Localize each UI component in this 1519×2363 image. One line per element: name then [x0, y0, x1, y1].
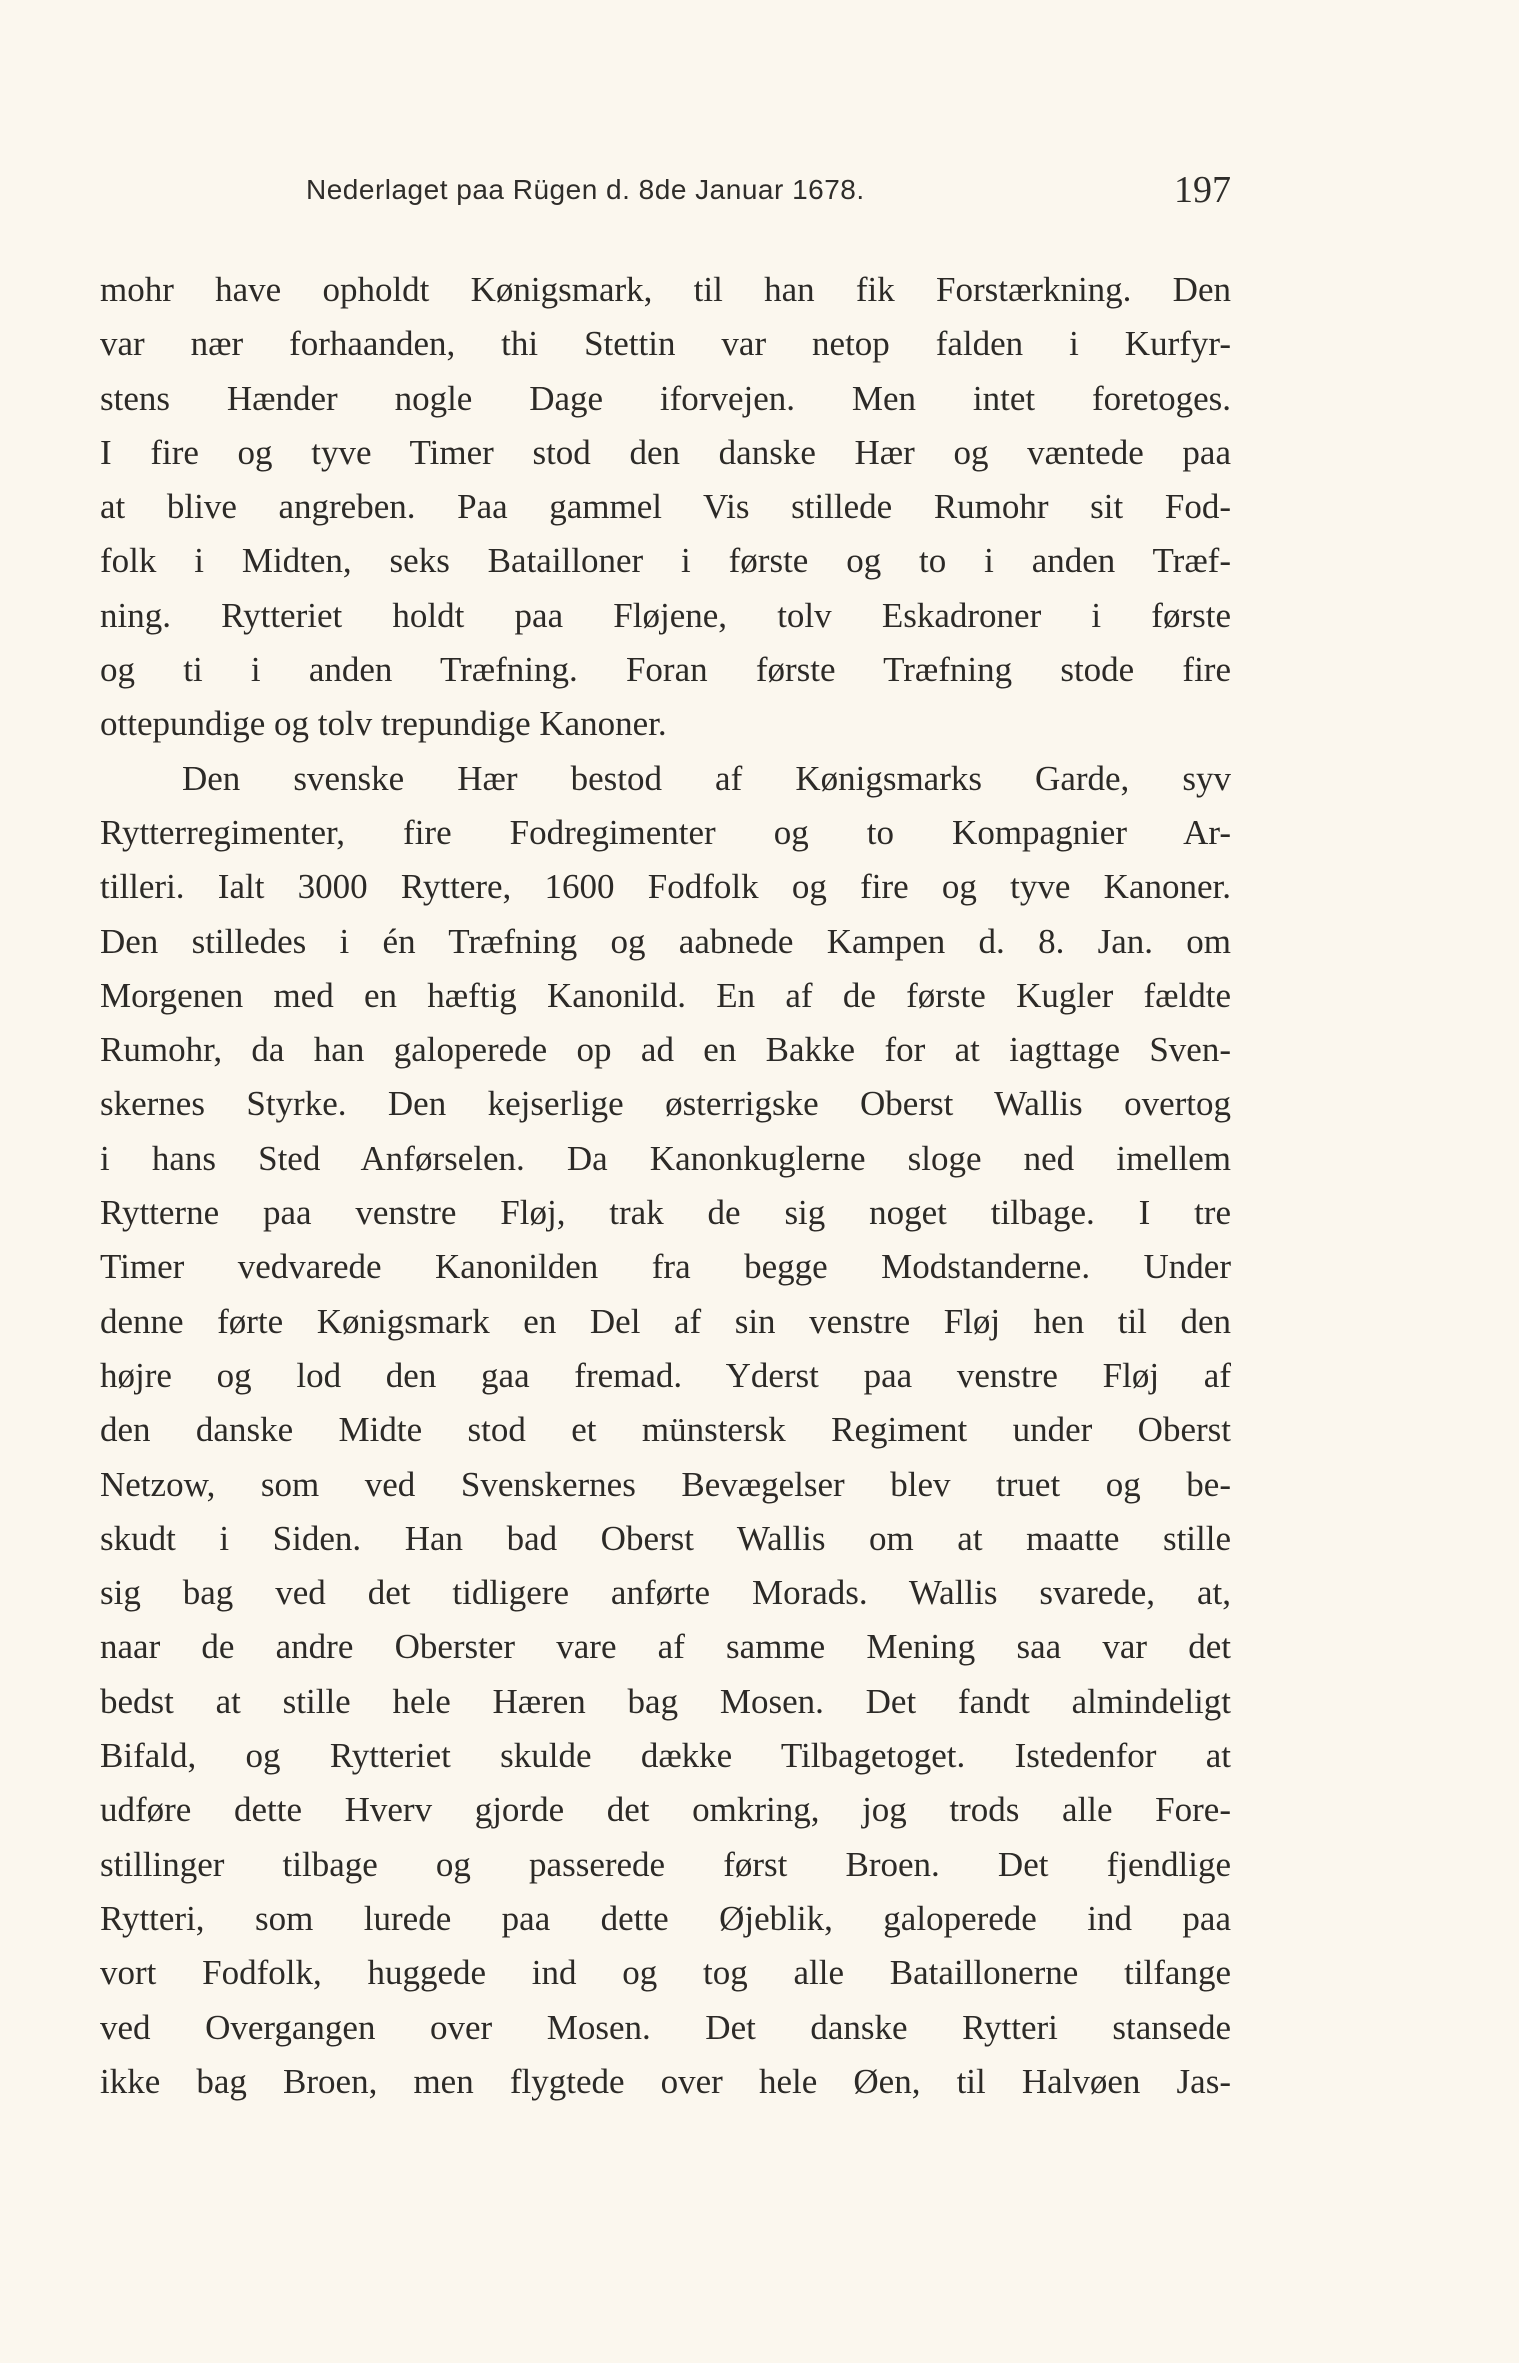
running-head — [100, 168, 1231, 224]
text-line: ning. Rytteriet holdt paa Fløjene, tolv Eskadroner i første — [100, 595, 1231, 635]
text-line: Den svenske Hær bestod af Kønigsmarks Garde, syv — [182, 758, 1231, 798]
text-line: Netzow, som ved Svenskernes Bevægelser blev truet og be- — [100, 1464, 1231, 1504]
text-line: folk i Midten, seks Batailloner i første og to i anden Træf- — [100, 541, 1231, 581]
text-line: Rytterregimenter, fire Fodregimenter og to Kompagnier Ar- — [100, 812, 1231, 852]
text-line: i hans Sted Anførselen. Da Kanonkuglerne sloge ned imellem — [100, 1138, 1231, 1178]
text-line: skernes Styrke. Den kejserlige østerrigske Oberst Wallis overtog — [100, 1084, 1231, 1124]
text-line: skudt i Siden. Han bad Oberst Wallis om at maatte stille — [100, 1518, 1231, 1558]
text-line: at blive angreben. Paa gammel Vis stillede Rumohr sit Fod- — [100, 487, 1231, 527]
text-line: Den stilledes i én Træfning og aabnede Kampen d. 8. Jan. om — [100, 921, 1231, 961]
text-line: stens Hænder nogle Dage iforvejen. Men intet foretoges. — [100, 378, 1231, 418]
text-line: stillinger tilbage og passerede først Broen. Det fjendlige — [100, 1844, 1231, 1884]
body-text — [100, 263, 1231, 2109]
text-line: sig bag ved det tidligere anførte Morads. Wallis svarede, at, — [100, 1573, 1231, 1613]
text-line: Bifald, og Rytteriet skulde dække Tilbagetoget. Istedenfor at — [100, 1736, 1231, 1776]
text-line: Rytterne paa venstre Fløj, trak de sig noget tilbage. I tre — [100, 1193, 1231, 1233]
text-line: ottepundige og tolv trepundige Kanoner. — [100, 704, 667, 744]
running-title: Nederlaget paa Rügen d. 8de Januar 1678. — [306, 174, 865, 205]
text-line: ikke bag Broen, men flygtede over hele Øen, til Halvøen Jas- — [100, 2061, 1231, 2101]
text-line: ved Overgangen over Mosen. Det danske Rytteri stansede — [100, 2007, 1231, 2047]
text-line: Rumohr, da han galoperede op ad en Bakke for at iagttage Sven- — [100, 1030, 1231, 1070]
text-line: vort Fodfolk, huggede ind og tog alle Bataillonerne tilfange — [100, 1953, 1231, 1993]
text-line: den danske Midte stod et münstersk Regiment under Oberst — [100, 1410, 1231, 1450]
text-line: I fire og tyve Timer stod den danske Hær og væntede paa — [100, 432, 1231, 472]
text-line: naar de andre Oberster vare af samme Mening saa var det — [100, 1627, 1231, 1667]
text-line: højre og lod den gaa fremad. Yderst paa venstre Fløj af — [100, 1355, 1231, 1395]
text-line: og ti i anden Træfning. Foran første Træfning stode fire — [100, 650, 1231, 690]
text-line: udføre dette Hverv gjorde det omkring, jog trods alle Fore- — [100, 1790, 1231, 1830]
text-line: tilleri. Ialt 3000 Ryttere, 1600 Fodfolk og fire og tyve Kanoner. — [100, 867, 1231, 907]
text-line: var nær forhaanden, thi Stettin var netop falden i Kurfyr- — [100, 324, 1231, 364]
page-number: 197 — [1174, 169, 1231, 211]
text-line: denne førte Kønigsmark en Del af sin venstre Fløj hen til den — [100, 1301, 1231, 1341]
text-line: mohr have opholdt Kønigsmark, til han fik Forstærkning. Den — [100, 270, 1231, 309]
text-line: Morgenen med en hæftig Kanonild. En af de første Kugler fældte — [100, 975, 1231, 1015]
text-line: Timer vedvarede Kanonilden fra begge Modstanderne. Under — [100, 1247, 1231, 1287]
text-line: Rytteri, som lurede paa dette Øjeblik, galoperede ind paa — [100, 1898, 1231, 1938]
text-line: bedst at stille hele Hæren bag Mosen. Det fandt almindeligt — [100, 1681, 1231, 1721]
